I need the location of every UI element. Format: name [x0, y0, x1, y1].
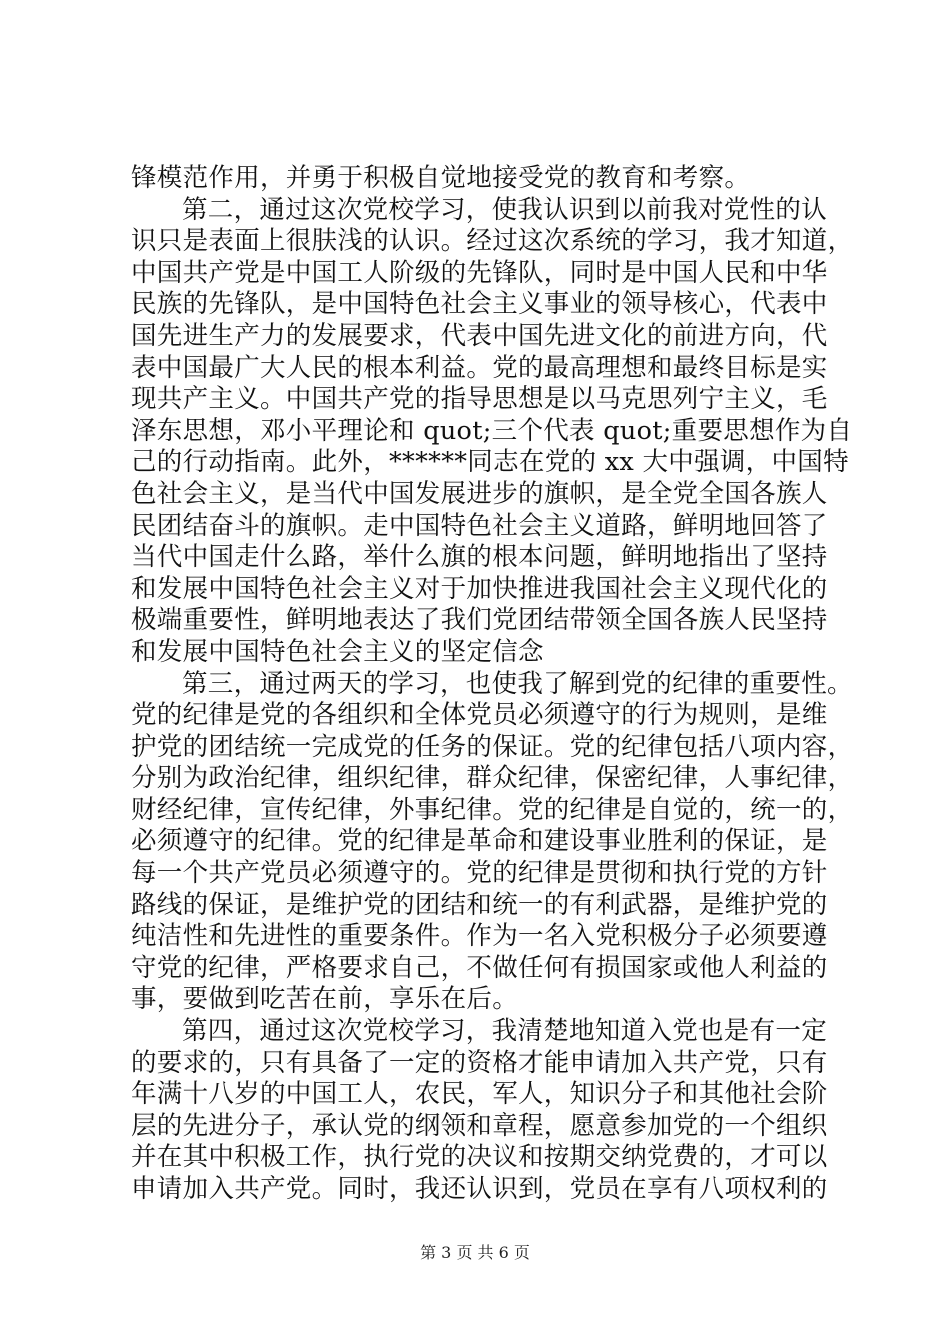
text-line: 识只是表面上很肤浅的认识。经过这次系统的学习，我才知道， [131, 226, 854, 257]
text-line: 的要求的，只有具备了一定的资格才能申请加入共产党，只有 [131, 1047, 828, 1078]
text-line: 和发展中国特色社会主义的坚定信念 [131, 636, 544, 667]
text-line: 层的先进分子，承认党的纲领和章程，愿意参加党的一个组织 [131, 1110, 828, 1141]
text-line: 财经纪律，宣传纪律，外事纪律。党的纪律是自觉的，统一的， [131, 794, 854, 825]
text-line: 现共产主义。中国共产党的指导思想是以马克思列宁主义，毛 [131, 384, 828, 415]
text-line: 色社会主义，是当代中国发展进步的旗帜，是全党全国各族人 [131, 478, 828, 509]
text-line: 护党的团结统一完成党的任务的保证。党的纪律包括八项内容， [131, 731, 854, 762]
text-line: 并在其中积极工作，执行党的决议和按期交纳党费的，才可以 [131, 1142, 828, 1173]
paragraph-start-line: 第三，通过两天的学习，也使我了解到党的纪律的重要性。 [182, 668, 853, 699]
page-number-footer: 第 3 页 共 6 页 [420, 1243, 530, 1262]
text-line: 路线的保证，是维护党的团结和统一的有利武器，是维护党的 [131, 889, 828, 920]
text-line: 极端重要性，鲜明地表达了我们党团结带领全国各族人民坚持 [131, 605, 828, 636]
text-line: 年满十八岁的中国工人，农民，军人，知识分子和其他社会阶 [131, 1079, 828, 1110]
text-line: 纯洁性和先进性的重要条件。作为一名入党积极分子必须要遵 [131, 921, 828, 952]
text-line: 国先进生产力的发展要求，代表中国先进文化的前进方向，代 [131, 320, 828, 351]
text-line: 党的纪律是党的各组织和全体党员必须遵守的行为规则，是维 [131, 700, 828, 731]
text-line: 民团结奋斗的旗帜。走中国特色社会主义道路，鲜明地回答了 [131, 510, 828, 541]
text-line: 当代中国走什么路，举什么旗的根本问题，鲜明地指出了坚持 [131, 542, 828, 573]
paragraph-start-line: 第二，通过这次党校学习，使我认识到以前我对党性的认 [182, 194, 828, 225]
text-line: 每一个共产党员必须遵守的。党的纪律是贯彻和执行党的方针 [131, 858, 828, 889]
text-line: 中国共产党是中国工人阶级的先锋队，同时是中国人民和中华 [131, 257, 828, 288]
document-body [131, 163, 854, 1206]
text-line: 守党的纪律，严格要求自己，不做任何有损国家或他人利益的 [131, 952, 828, 983]
text-line: 民族的先锋队，是中国特色社会主义事业的领导核心，代表中 [131, 289, 828, 320]
text-line: 泽东思想，邓小平理论和 quot;三个代表 quot;重要思想作为自 [131, 415, 853, 446]
paragraph-start-line: 第四，通过这次党校学习，我清楚地知道入党也是有一定 [182, 1016, 828, 1047]
text-line: 表中国最广大人民的根本利益。党的最高理想和最终目标是实 [131, 352, 828, 383]
text-line: 己的行动指南。此外，******同志在党的 xx 大中强调，中国特 [131, 447, 849, 478]
text-line: 和发展中国特色社会主义对于加快推进我国社会主义现代化的 [131, 573, 828, 604]
text-line: 事，要做到吃苦在前，享乐在后。 [131, 984, 519, 1015]
text-line: 锋模范作用，并勇于积极自觉地接受党的教育和考察。 [131, 163, 751, 193]
text-line: 分别为政治纪律，组织纪律，群众纪律，保密纪律，人事纪律， [131, 763, 854, 794]
text-line: 必须遵守的纪律。党的纪律是革命和建设事业胜利的保证，是 [131, 826, 828, 857]
text-line: 申请加入共产党。同时，我还认识到，党员在享有八项权利的 [131, 1174, 828, 1204]
